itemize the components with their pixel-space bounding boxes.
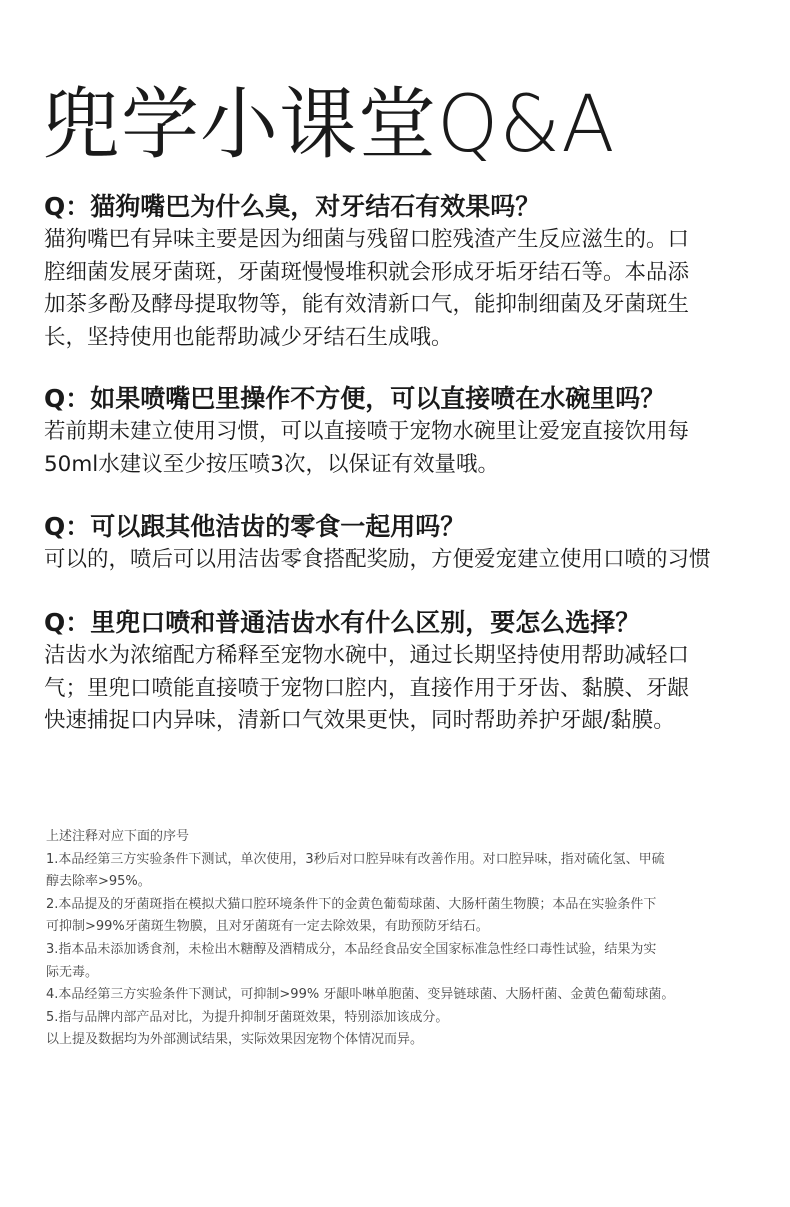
qa-answer: [44, 416, 764, 481]
footnote-line: 2.本品提及的牙菌斑指在模拟犬猫口腔环境条件下的金黄色葡萄球菌、大肠杆菌生物膜；本品在实验条件下: [46, 896, 657, 912]
page-title: 兜学小课堂Q&A: [42, 80, 616, 170]
footnote-line: 醇去除率>95%。: [46, 874, 151, 890]
qa-question: Q：里兜口喷和普通洁齿水有什么区别，要怎么选择？: [44, 608, 641, 637]
footnote-line: 5.指与品牌内部产品对比，为提升抑制牙菌斑效果，特别添加该成分。: [46, 1009, 449, 1025]
qa-item-4: [44, 606, 764, 738]
footnote-line: 4.本品经第三方实验条件下测试，可抑制>99% 牙龈卟啉单胞菌、变异链球菌、大肠杆菌、金黄色葡萄球菌。: [46, 987, 675, 1003]
qa-item-1: [44, 190, 764, 354]
answer-line: 洁齿水为浓缩配方稀释至宠物水碗中，通过长期坚持使用帮助减轻口: [44, 643, 690, 668]
answer-line: 气；里兜口喷能直接喷于宠物口腔内，直接作用于牙齿、黏膜、牙龈: [44, 675, 690, 701]
footnote-line: 以上提及数据均为外部测试结果，实际效果因宠物个体情况而异。: [46, 1032, 424, 1048]
answer-line: 腔细菌发展牙菌斑，牙菌斑慢慢堆积就会形成牙垢牙结石等。本品添: [44, 259, 690, 285]
answer-line: 加茶多酚及酵母提取物等，能有效清新口气，能抑制细菌及牙菌斑生: [44, 292, 690, 317]
qa-question: Q：可以跟其他洁齿的零食一起用吗？: [44, 512, 466, 541]
footnote-line: 1.本品经第三方实验条件下测试，单次使用，3秒后对口腔异味有改善作用。对口腔异味，指对硫化氢、甲硫: [46, 851, 665, 867]
qa-answer: [44, 224, 764, 354]
footnotes: [46, 826, 761, 1052]
answer-line: 若前期未建立使用习惯，可以直接喷于宠物水碗里让爱宠直接饮用每: [44, 419, 690, 444]
answer-line: 可以的，喷后可以用洁齿零食搭配奖励，方便爱宠建立使用口喷的习惯: [44, 547, 711, 572]
qa-item-2: [44, 382, 764, 481]
qa-item-3: [44, 510, 764, 577]
footnote-line: 3.指本品未添加诱食剂，未检出木糖醇及酒精成分，本品经食品安全国家标准急性经口毒性试验，结果为实: [46, 941, 657, 957]
answer-line: 快速捕捉口内异味，清新口气效果更快，同时帮助养护牙龈/黏膜。: [44, 708, 675, 733]
qa-question: Q：如果喷嘴巴里操作不方便，可以直接喷在水碗里吗？: [44, 384, 666, 413]
qa-question: Q：猫狗嘴巴为什么臭，对牙结石有效果吗？: [44, 192, 541, 221]
qa-answer: [44, 640, 764, 738]
footnote-line: 上述注释对应下面的序号: [46, 829, 190, 844]
answer-line: 50ml水建议至少按压喷3次，以保证有效量哦。: [44, 451, 499, 477]
footnote-line: 际无毒。: [46, 964, 99, 980]
answer-line: 猫狗嘴巴有异味主要是因为细菌与残留口腔残渣产生反应滋生的。口: [44, 227, 690, 252]
answer-line: 长，坚持使用也能帮助减少牙结石生成哦。: [44, 324, 453, 350]
qa-answer: [44, 544, 764, 577]
footnote-line: 可抑制>99%牙菌斑生物膜，且对牙菌斑有一定去除效果，有助预防牙结石。: [46, 919, 489, 935]
